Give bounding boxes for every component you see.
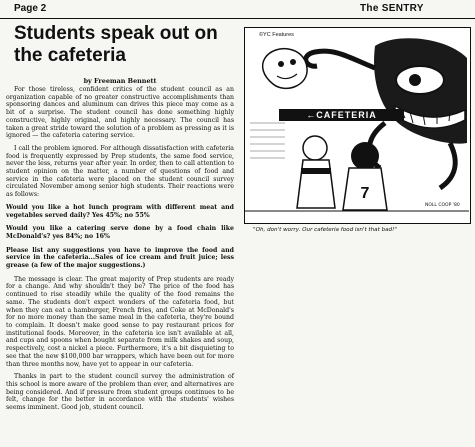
wall-hatching bbox=[250, 123, 285, 158]
cartoon-illustration bbox=[245, 28, 469, 222]
monster-pupil bbox=[409, 74, 421, 86]
editorial-cartoon bbox=[244, 27, 471, 224]
article-paragraph: The message is clear. The great majority of Prep students are ready for a change. And why shouldn't they be? The price of the food has continued to rise steadily while the quality of the food remains the same. The students don't expect wonders of the cafeteria food, but when they can eat a hamburger, French fries, and Coke at McDonald's for no more money than the same meal in the cafeteria, they're bound to complain. It doesn't make good sense to pay restaurant prices for institutional foods. Moreover, in the cafeteria ice isn't available at all, and cups and spoons when bought separate from milk shakes and soup, respectively, cost a nickel a piece. Furthermore, it's a bit disquieting to see that the new $100,000 bar wrappers, which have been out for more than three months now, have yet to appear in our cafeteria. bbox=[6, 275, 234, 368]
article-paragraph: I call the problem ignored. For although dissatisfaction with cafeteria food is frequently expressed by Prep students, the same food service, never the less, returns year after year. In order, then to call attention to student opinion on the matter, a number of questions of food and service in the cafeteria were placed on the student council survey circulated November among senior high students. Their reactions were as follows: bbox=[6, 144, 234, 199]
article-byline: by Freeman Bennett bbox=[83, 77, 157, 85]
newspaper-title: The SENTRY bbox=[360, 3, 424, 14]
cafeteria-sign: ←CAFETERIA bbox=[279, 109, 404, 121]
article-body bbox=[6, 77, 234, 417]
player-body bbox=[297, 160, 335, 208]
jersey-number: 7 bbox=[360, 185, 370, 202]
survey-question: Please list any suggestions you have to improve the food and service in the cafeteria...Sales of ice cream and fruit juice; less grease (a few of the major suggestions.) bbox=[6, 246, 234, 270]
survey-question: Would you like a catering serve done by a food chain like McDonald's? yes 84%; no 16% bbox=[6, 225, 234, 240]
page-header bbox=[0, 0, 475, 19]
article-headline: Students speak out on the cafeteria bbox=[14, 23, 218, 66]
artist-signature: NOLL COOP '80 bbox=[425, 203, 460, 208]
article-paragraph: Thanks in part to the student council survey the administration of this school is more aware of the problem than ever, and alternatives are being considered. And if pressure from student groups continues to be felt, change for the better in accordance with the students' wishes seems imminent. Good job, student council. bbox=[6, 373, 234, 412]
cartoon-column bbox=[239, 18, 473, 447]
survey-question: Would you like a hot lunch program with different meat and vegetables served daily? Yes 45%; no 55% bbox=[6, 203, 234, 219]
article-paragraph: For those tireless, confident critics of the student council as an organization capable of no greater constructive accomplishments than sponsoring dances and aluminum can drives this piece may come as a bit of a surprise. The student council has done something highly constructive, highly original, and highly necessary. The council has taken a great stride toward the solution of a problem as pressing as it is ignored — the cafeteria catering service. bbox=[6, 86, 234, 140]
player-helmet bbox=[303, 136, 327, 160]
monster-tentacle bbox=[306, 51, 375, 68]
cartoon-caption: "Oh, don't worry. Our cafeteria food isn't that bad!" bbox=[253, 227, 397, 233]
food-creature bbox=[263, 49, 307, 89]
player-helmet bbox=[351, 142, 379, 170]
cartoon-credit: ©YC Features bbox=[259, 32, 294, 38]
monster-tentacle bbox=[440, 143, 455, 188]
jersey-stripe bbox=[301, 168, 331, 174]
page-number: Page 2 bbox=[14, 3, 47, 14]
creature-eye bbox=[290, 59, 296, 65]
creature-eye bbox=[278, 61, 284, 67]
